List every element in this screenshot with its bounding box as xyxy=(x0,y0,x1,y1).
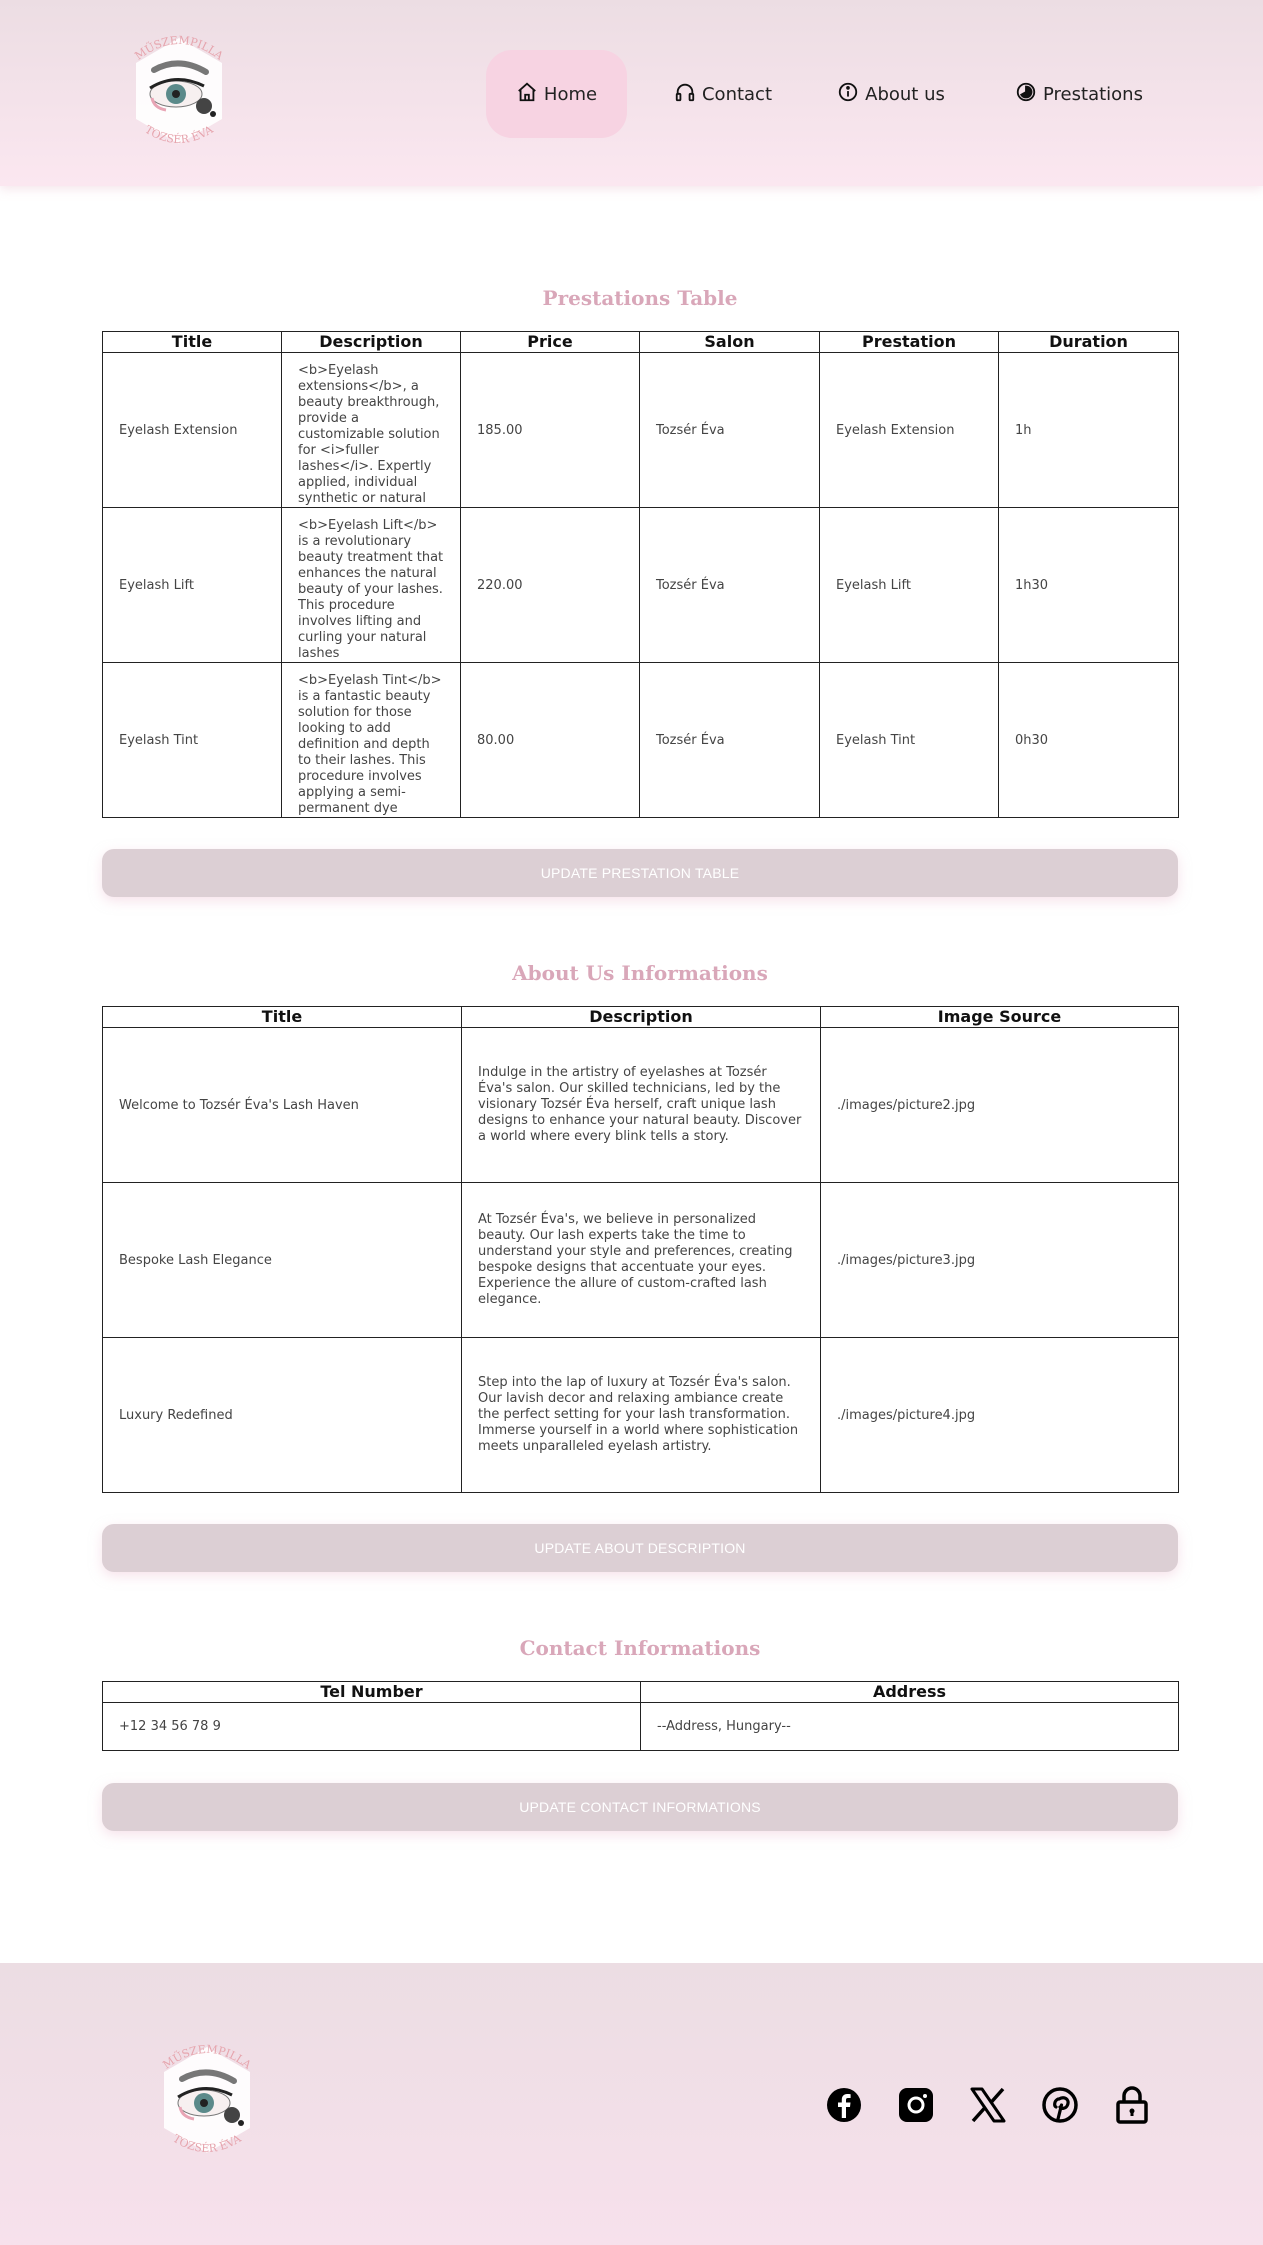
lock-icon[interactable] xyxy=(1112,2085,1152,2125)
column-header: Salon xyxy=(640,332,820,353)
svg-text:TOZSÉR ÉVA: TOZSÉR ÉVA xyxy=(142,122,216,147)
cell-title: Eyelash Tint xyxy=(103,663,282,818)
column-header: Description xyxy=(462,1007,821,1028)
cell-phone: +12 34 56 78 9 xyxy=(103,1703,641,1751)
cell-address: --Address, Hungary-- xyxy=(641,1703,1179,1751)
cell-image-source: ./images/picture2.jpg xyxy=(821,1028,1179,1183)
nav-home[interactable] xyxy=(486,50,627,138)
description-text: Indulge in the artistry of eyelashes at Tozsér Éva's salon. Our skilled technicians, led by the visionary Tozsér Éva herself, craft unique lash designs to enhance your natural beauty. Discover a world where every blink tells a story. xyxy=(478,1065,802,1144)
about-title: About Us Informations xyxy=(512,961,768,985)
column-header: Image Source xyxy=(821,1007,1179,1028)
description-text: Step into the lap of luxury at Tozsér Éva's salon. Our lavish decor and relaxing ambiance create the perfect setting for your lash transformation. Immerse yourself in a world where sophistication meets unparalleled eyelash artistry. xyxy=(478,1375,799,1454)
description-text: <b>Eyelash Lift</b> is a revolutionary beauty treatment that enhances the natural beauty of your lashes. This procedure involves lifting and curling your natural lashes xyxy=(298,517,444,661)
column-header: Tel Number xyxy=(103,1682,641,1703)
table-row xyxy=(103,1028,1179,1183)
nav-about[interactable] xyxy=(832,50,950,138)
update-prestation-button[interactable]: UPDATE PRESTATION TABLE xyxy=(102,849,1178,897)
table-row xyxy=(103,1183,1179,1338)
column-header: Duration xyxy=(999,332,1179,353)
pie-icon xyxy=(1015,81,1037,108)
nav-about-label: About us xyxy=(865,83,945,105)
x-icon[interactable] xyxy=(968,2085,1008,2125)
site-footer xyxy=(0,1963,1263,2245)
facebook-icon[interactable] xyxy=(824,2085,864,2125)
contact-title: Contact Informations xyxy=(519,1636,761,1660)
cell-salon: Tozsér Éva xyxy=(640,353,820,508)
table-header-row xyxy=(103,1007,1179,1028)
table-row xyxy=(103,353,1179,508)
pinterest-icon[interactable] xyxy=(1040,2085,1080,2125)
cell-price: 80.00 xyxy=(461,663,640,818)
table-header-row xyxy=(103,332,1179,353)
footer-logo[interactable] xyxy=(142,2035,272,2165)
cell-image-source: ./images/picture3.jpg xyxy=(821,1183,1179,1338)
table-row xyxy=(103,663,1179,818)
cell-description xyxy=(462,1338,821,1493)
prestations-table xyxy=(102,331,1179,818)
column-header: Address xyxy=(641,1682,1179,1703)
prestations-title: Prestations Table xyxy=(542,286,738,310)
cell-description xyxy=(282,353,461,508)
svg-text:MŰSZEMPILLA: MŰSZEMPILLA xyxy=(132,33,226,63)
column-header: Description xyxy=(282,332,461,353)
description-text: <b>Eyelash extensions</b>, a beauty breakthrough, provide a customizable solution for <i>fuller lashes</i>. Expertly applied, individual synthetic or natural xyxy=(298,362,440,506)
headphones-icon xyxy=(674,81,696,108)
cell-image-source: ./images/picture4.jpg xyxy=(821,1338,1179,1493)
svg-text:TOZSÉR ÉVA: TOZSÉR ÉVA xyxy=(170,2131,244,2156)
nav-home-label: Home xyxy=(543,83,598,105)
table-row xyxy=(103,1338,1179,1493)
brand-logo[interactable] xyxy=(114,26,244,156)
cell-duration: 1h30 xyxy=(999,508,1179,663)
cell-title: Luxury Redefined xyxy=(103,1338,462,1493)
cell-price: 185.00 xyxy=(461,353,640,508)
cell-description xyxy=(462,1028,821,1183)
column-header: Title xyxy=(103,1007,462,1028)
column-header: Title xyxy=(103,332,282,353)
cell-title: Bespoke Lash Elegance xyxy=(103,1183,462,1338)
table-row xyxy=(103,1703,1179,1751)
cell-duration: 1h xyxy=(999,353,1179,508)
nav-contact[interactable] xyxy=(668,50,778,138)
cell-title: Eyelash Lift xyxy=(103,508,282,663)
svg-text:MŰSZEMPILLA: MŰSZEMPILLA xyxy=(160,2042,254,2072)
nav-prestations-label: Prestations xyxy=(1043,83,1143,105)
cell-salon: Tozsér Éva xyxy=(640,663,820,818)
table-header-row xyxy=(103,1682,1179,1703)
home-icon xyxy=(516,81,538,108)
cell-description xyxy=(282,508,461,663)
description-text: <b>Eyelash Tint</b> is a fantastic beauty solution for those looking to add definition and depth to their lashes. This procedure involves applying a semi-permanent dye xyxy=(298,672,442,816)
cell-title: Welcome to Tozsér Éva's Lash Haven xyxy=(103,1028,462,1183)
update-about-button[interactable]: UPDATE ABOUT DESCRIPTION xyxy=(102,1524,1178,1572)
column-header: Price xyxy=(461,332,640,353)
cell-duration: 0h30 xyxy=(999,663,1179,818)
update-contact-button[interactable]: UPDATE CONTACT INFORMATIONS xyxy=(102,1783,1178,1831)
cell-prestation: Eyelash Tint xyxy=(820,663,999,818)
table-row xyxy=(103,508,1179,663)
cell-salon: Tozsér Éva xyxy=(640,508,820,663)
nav-contact-label: Contact xyxy=(701,83,773,105)
cell-price: 220.00 xyxy=(461,508,640,663)
nav-prestations[interactable] xyxy=(1004,50,1154,138)
cell-prestation: Eyelash Extension xyxy=(820,353,999,508)
cell-prestation: Eyelash Lift xyxy=(820,508,999,663)
cell-description xyxy=(282,663,461,818)
description-text: At Tozsér Éva's, we believe in personalized beauty. Our lash experts take the time to understand your style and preferences, creating bespoke designs that accentuate your eyes. Experience the allure of custom-crafted lash elegance. xyxy=(478,1212,793,1307)
column-header: Prestation xyxy=(820,332,999,353)
main-nav xyxy=(486,50,1166,138)
instagram-icon[interactable] xyxy=(896,2085,936,2125)
info-icon xyxy=(837,81,859,108)
site-header xyxy=(0,0,1263,186)
about-table xyxy=(102,1006,1179,1493)
cell-description xyxy=(462,1183,821,1338)
cell-title: Eyelash Extension xyxy=(103,353,282,508)
contact-table xyxy=(102,1681,1179,1751)
